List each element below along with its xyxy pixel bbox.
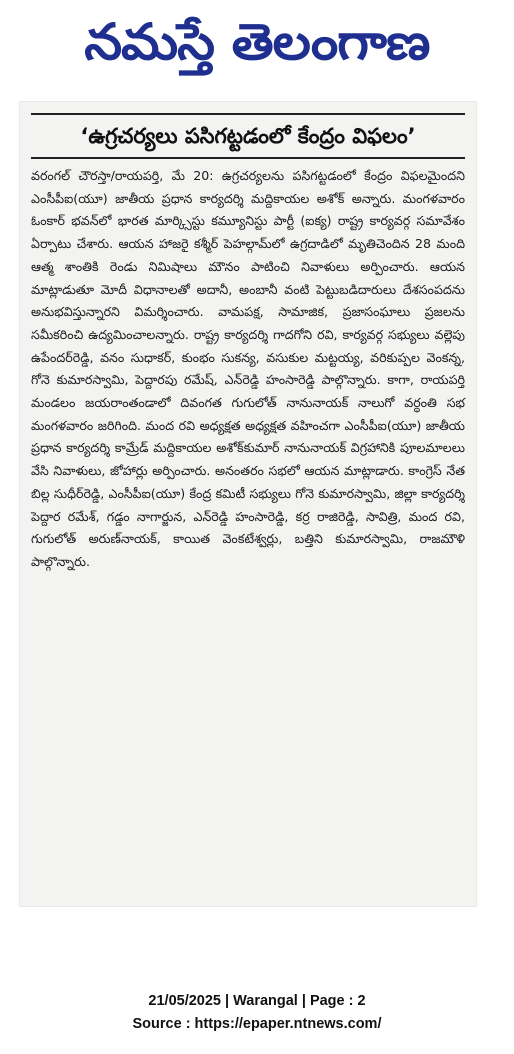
- source-link[interactable]: Source : https://epaper.ntnews.com/: [132, 1016, 382, 1032]
- headline-bottom-rule: [31, 157, 465, 159]
- edition-info: 21/05/2025 | Warangal | Page : 2: [148, 993, 366, 1009]
- article-body: వరంగల్ చౌరస్తా/రాయపర్తి, మే 20: ఉగ్రచర్యలను పసిగట్టడంలో కేంద్రం విఫలమైందని ఎంసీపీఐ(యూ) జాతీయ ప్రధాన కార్యదర్శి మద్దికాయల అశోక్ అన్నారు. మంగళవారం ఓంకార్ భవన్‌లో భారత మార్క్సిస్టు కమ్యూనిస్టు పార్టీ (ఐక్య) రాష్ట్ర కార్యవర్గ సమావేశం ఏర్పాటు చేశారు. ఆయన హాజరై కశ్మీర్ పెహల్గామ్‌లో ఉగ్రదాడిలో మృతిచెందిన 28 మంది ఆత్మ శాంతికి రెండు నిమిషాలు మౌనం పాటించి నివాళులు అర్పించారు. ఆయన మాట్లాడుతూ మోదీ విధానాలతో అదానీ, అంబానీ వంటి పెట్టుబడిదారులు దేశసంపదను అనుభవిస్తున్నారని విమర్శించారు. వామపక్ష, సామాజిక, ప్రజాసంఘాలు ప్రజలను సమీకరించి ఉద్యమించాలన్నారు. రాష్ట్ర కార్యదర్శి గాదగోని రవి, కార్యవర్గ సభ్యులు వల్లెపు ఉపేందర్‌రెడ్డి, వనం సుధాకర్, కుంభం సుకన్య, వసుకుల మట్టయ్య, వరికుప్పల వెంకన్న, గోనె కుమారస్వామి, పెద్దారపు రమేష్, ఎన్‌రెడ్డి హంసారెడ్డి పాల్గొన్నారు. కాగా, రాయపర్తి మండలం జయరాంతండాలో దివంగత గుగులోత్ నానునాయక్ నాలుగో వర్ధంతి సభ మంగళవారం జరిగింది. మంద రవి అధ్యక్షత అధ్యక్షత వహించగా ఎంసీపీఐ(యూ) జాతీయ ప్రధాన కార్యదర్శి కామ్రేడ్ మద్దికాయల అశోక్‌కుమార్ నానునాయక్ విగ్రహానికి పూలమాలలు వేసి నివాళులు, జోహార్లు అర్పించారు. అనంతరం సభలో ఆయన మాట్లాడారు. కాంగ్రెస్ నేత బిల్ల సుధీర్‌రెడ్డి, ఎంసీపీఐ(యూ) కేంద్ర కమిటీ సభ్యులు గోనె కుమారస్వామి, జిల్లా కార్యదర్శి పెద్దార రమేశ్, గడ్డం నాగార్జున, ఎన్‌రెడ్డి హంసారెడ్డి, కర్ర రాజిరెడ్డి, సావిత్రి, మంద రవి, గుగులోత్ అరుణ్‌నాయక్, కాయిత వెంకటేశ్వర్లు, బత్తిని కుమారస్వామి, రాజమౌళి పాల్గొన్నారు.: [31, 168, 465, 569]
- article-headline: ‘ఉగ్రచర్యలు పసిగట్టడంలో కేంద్రం విఫలం’: [80, 124, 416, 148]
- newspaper-masthead: [0, 2, 514, 82]
- article-clipping: [19, 101, 477, 907]
- masthead-title: నమస్తే తెలంగాణ: [84, 13, 430, 71]
